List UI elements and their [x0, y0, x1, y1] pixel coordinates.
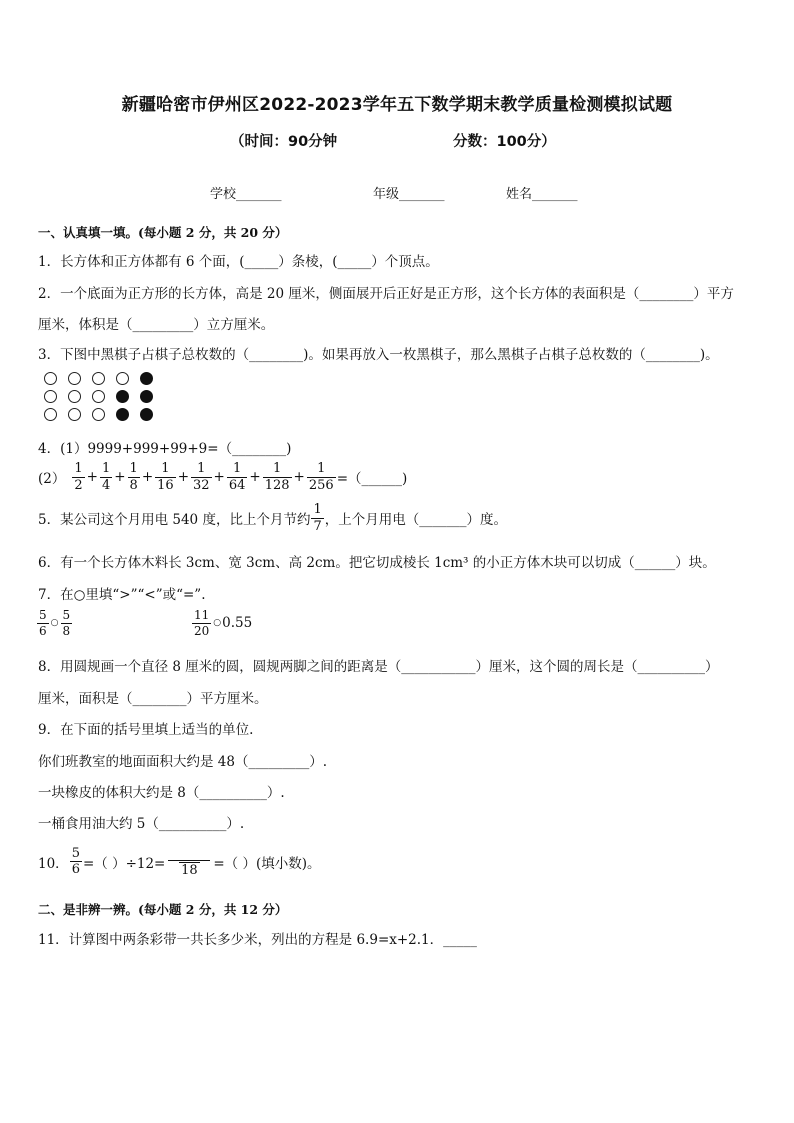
- q4b-fraction: [307, 462, 336, 492]
- fraction-numerator: 1: [317, 461, 326, 476]
- white-piece: [68, 408, 81, 421]
- question-9b: 一块橡皮的体积大约是 8（__________）.: [38, 785, 285, 801]
- fraction-denominator: 128: [264, 477, 290, 493]
- black-piece: [116, 408, 129, 421]
- plus-sign: +: [213, 469, 225, 486]
- white-piece: [68, 390, 81, 403]
- exam-score: 分数：100分）: [453, 134, 556, 150]
- school-field[interactable]: 学校_______: [210, 187, 282, 202]
- fraction-numerator: 1: [232, 461, 242, 476]
- q7-a1-denominator: 6: [39, 623, 47, 638]
- q7-compare-b: [191, 609, 252, 637]
- white-piece: [92, 390, 105, 403]
- q7-fraction-a2: [61, 609, 73, 637]
- white-piece: [92, 408, 105, 421]
- fraction-denominator: 4: [101, 477, 111, 493]
- exam-time: （时间：90分钟: [230, 134, 338, 150]
- q5-denominator: 7: [313, 518, 322, 534]
- q10-middle1: =（ ）÷12=: [82, 855, 166, 872]
- name-field[interactable]: 姓名_______: [506, 187, 578, 202]
- question-2-line2: 厘米，体积是（_________）立方厘米。: [38, 317, 275, 333]
- plus-sign: +: [114, 469, 126, 486]
- q5-after: ，上个月用电（_______）度。: [324, 512, 507, 529]
- question-1: 1．长方体和正方体都有 6 个面，(_____）条棱，(_____）个顶点。: [38, 254, 439, 270]
- q7-a1-numerator: 5: [39, 608, 47, 622]
- q10-blank-numerator[interactable]: [166, 846, 212, 862]
- fraction-numerator: 1: [272, 461, 282, 476]
- q10-denominator2: 18: [181, 863, 198, 878]
- fraction-denominator: 256: [308, 477, 334, 493]
- fraction-denominator: 16: [157, 477, 174, 493]
- section-2-heading: 二、是非辨一辨。(每小题 2 分，共 12 分）: [38, 902, 288, 917]
- q7-b-numerator: 11: [194, 608, 210, 622]
- black-piece: [116, 390, 129, 403]
- q4b-fraction: [191, 462, 212, 492]
- question-9: 9．在下面的括号里填上适当的单位.: [38, 722, 254, 738]
- white-piece: [44, 390, 57, 403]
- q7-b-denominator: 20: [194, 623, 210, 638]
- q10-fraction1: [70, 847, 82, 877]
- white-piece: [68, 372, 81, 385]
- white-piece: [92, 372, 105, 385]
- black-piece: [140, 408, 153, 421]
- q7-compare-a: [36, 609, 73, 637]
- question-3: 3．下图中黑棋子占棋子总枚数的（________)。如果再放入一枚黑棋子，那么黑棋子占棋子总枚数的（________)。: [38, 347, 719, 363]
- compare-circle[interactable]: ○: [213, 618, 222, 629]
- plus-sign: +: [141, 469, 154, 486]
- q5-fraction: [311, 503, 323, 533]
- question-7: 7．在○里填“>”“<”或“=”.: [38, 587, 206, 603]
- question-4-part2: [38, 462, 407, 492]
- q10-numerator: 5: [71, 845, 80, 861]
- black-piece: [140, 372, 153, 385]
- question-4-part1: 4．(1）9999+999+99+9=（________): [38, 441, 292, 457]
- q10-denominator: 6: [71, 862, 80, 878]
- question-10: [38, 846, 321, 878]
- q7-b-value: 0.55: [222, 615, 253, 632]
- fraction-numerator: 1: [101, 461, 111, 476]
- question-2-line1: 2．一个底面为正方形的长方体，高是 20 厘米，侧面展开后正好是正方形，这个长方体的表面积是（________）平方: [38, 286, 734, 302]
- q5-numerator: 1: [313, 502, 322, 517]
- q7-fraction-b: [192, 609, 211, 637]
- fraction-numerator: 1: [197, 461, 206, 476]
- q7-a2-numerator: 5: [62, 608, 71, 622]
- fraction-denominator: 32: [193, 477, 210, 493]
- q4b-fraction: [72, 462, 84, 492]
- black-piece: [140, 390, 153, 403]
- white-piece: [44, 408, 57, 421]
- q10-middle2: =（ ）(填小数)。: [213, 855, 321, 872]
- page-title: 新疆哈密市伊州区2022-2023学年五下数学期末教学质量检测模拟试题: [121, 95, 673, 115]
- q4b-suffix: =（______): [336, 471, 408, 488]
- question-9c: 一桶食用油大约 5（__________）.: [38, 816, 245, 832]
- section-1-heading: 一、认真填一填。(每小题 2 分，共 20 分）: [38, 225, 288, 240]
- grade-field[interactable]: 年级_______: [373, 187, 445, 202]
- fraction-numerator: 1: [161, 461, 170, 476]
- question-8-line2: 厘米，面积是（________）平方厘米。: [38, 691, 268, 707]
- q4b-fraction: [128, 462, 140, 492]
- question-11: 11．计算图中两条彩带一共长多少米，列出的方程是 6.9=x+2.1．_____: [38, 932, 477, 948]
- plus-sign: +: [249, 469, 261, 486]
- question-5: [38, 503, 507, 533]
- fraction-denominator: 8: [129, 477, 138, 493]
- fraction-denominator: 64: [228, 477, 246, 493]
- fraction-denominator: 2: [74, 477, 83, 493]
- q4b-fraction: [227, 462, 248, 492]
- q10-fraction2: [166, 846, 212, 878]
- plus-sign: +: [86, 469, 98, 486]
- q4b-fraction: [263, 462, 292, 492]
- white-piece: [44, 372, 57, 385]
- fraction-numerator: 1: [129, 461, 138, 476]
- q7-fraction-a1: [37, 609, 49, 637]
- compare-circle[interactable]: ○: [50, 618, 59, 629]
- q4b-fraction: [155, 462, 176, 492]
- fraction-numerator: 1: [74, 461, 83, 476]
- q4b-prefix: (2）: [38, 471, 66, 488]
- q4b-fraction: [100, 462, 112, 492]
- question-9a: 你们班教室的地面面积大约是 48（_________）.: [38, 754, 328, 770]
- plus-sign: +: [293, 469, 305, 486]
- q5-before: 5．某公司这个月用电 540 度，比上个月节约: [38, 512, 311, 529]
- white-piece: [116, 372, 129, 385]
- plus-sign: +: [177, 469, 189, 486]
- question-8-line1: 8．用圆规画一个直径 8 厘米的圆，圆规两脚之间的距离是（___________）厘米，这个圆的周长是（__________）: [38, 659, 719, 675]
- q7-a2-denominator: 8: [62, 623, 71, 638]
- q10-prefix: 10．: [38, 855, 69, 872]
- question-6: 6．有一个长方体木料长 3cm、宽 3cm、高 2cm。把它切成棱长 1cm³ 的小正方体木块可以切成（______）块。: [38, 555, 716, 571]
